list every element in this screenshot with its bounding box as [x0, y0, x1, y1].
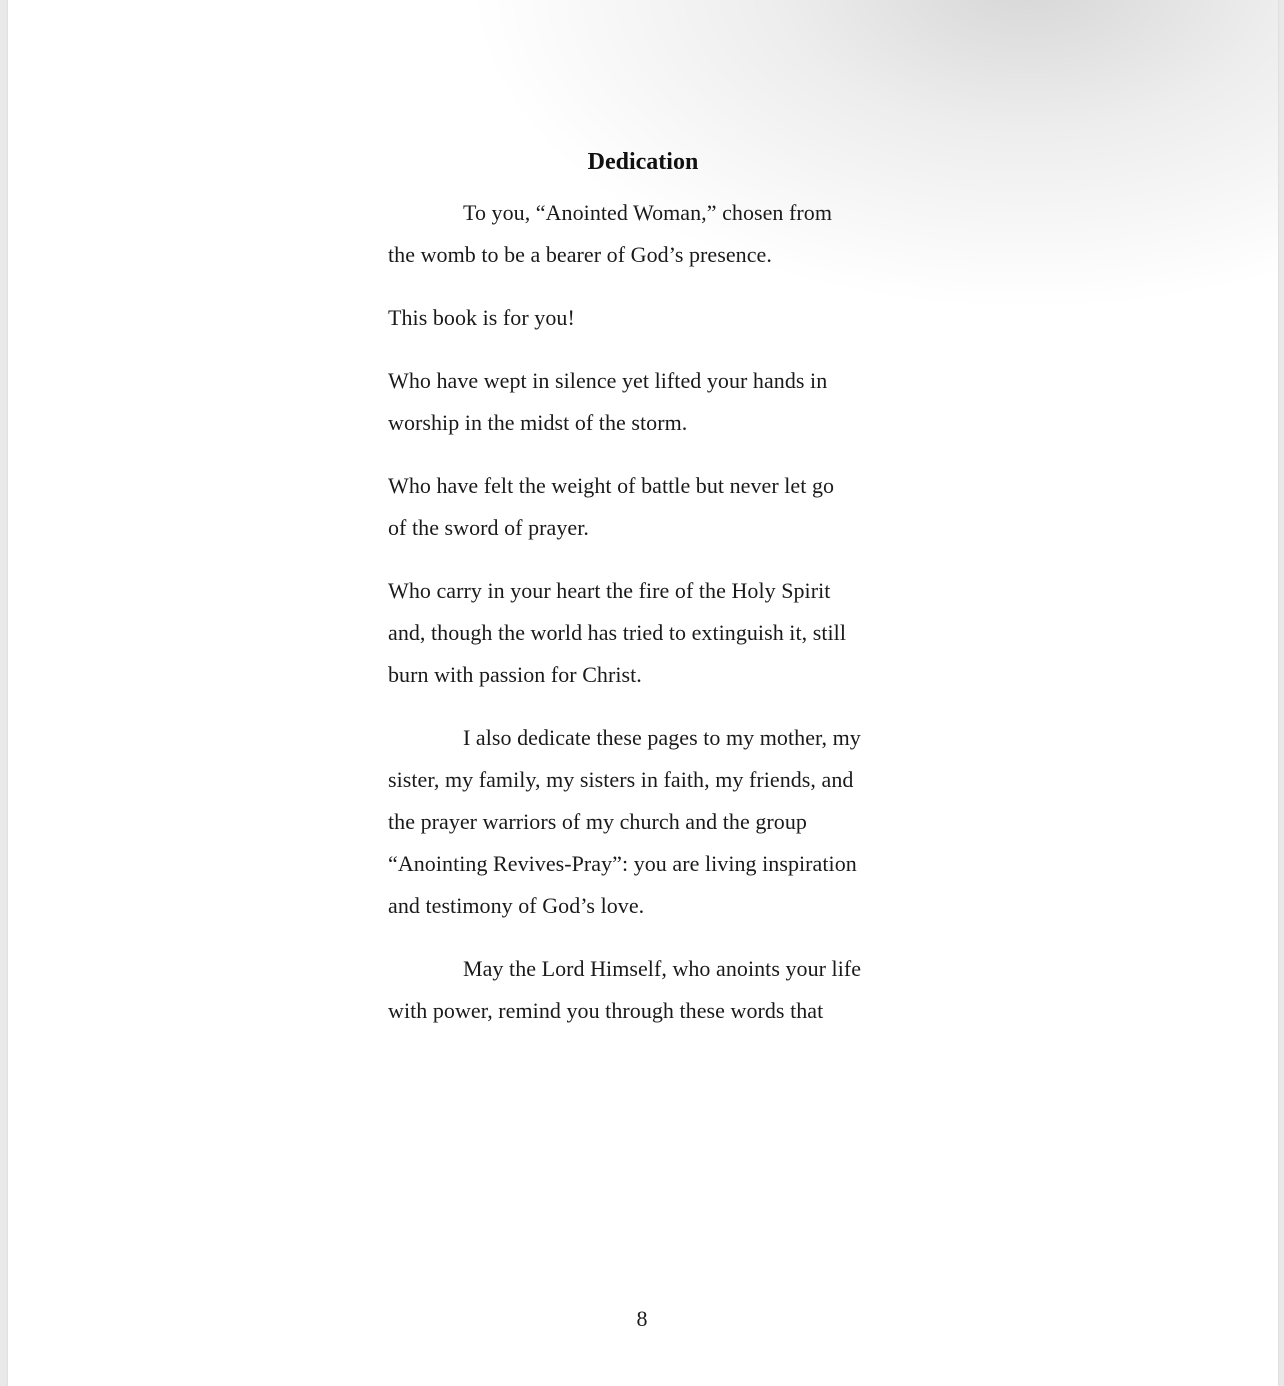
paragraph-7: [388, 948, 918, 1032]
text-line: the prayer warriors of my church and the group: [388, 809, 807, 834]
text-line: sister, my family, my sisters in faith, my friends, and: [388, 767, 854, 792]
text-line: This book is for you!: [388, 305, 575, 330]
text-line: of the sword of prayer.: [388, 515, 589, 540]
text-line: and, though the world has tried to extinguish it, still: [388, 620, 846, 645]
paragraph-1: [388, 192, 918, 276]
text-line: To you, “Anointed Woman,” chosen from: [463, 200, 832, 225]
text-line: and testimony of God’s love.: [388, 893, 645, 918]
page-heading: Dedication: [587, 149, 699, 175]
text-line: “Anointing Revives-Pray”: you are living inspiration: [388, 851, 857, 876]
text-line: the womb to be a bearer of God’s presence.: [388, 242, 772, 267]
book-page: [8, 0, 1278, 1386]
text-line: burn with passion for Christ.: [388, 662, 642, 687]
text-line: I also dedicate these pages to my mother, my: [463, 725, 861, 750]
text-line: with power, remind you through these words that: [388, 998, 824, 1023]
text-line: Who have felt the weight of battle but never let go: [388, 473, 835, 498]
paragraph-2: [388, 297, 918, 339]
text-line: Who have wept in silence yet lifted your hands in: [388, 368, 828, 393]
text-line: Who carry in your heart the fire of the Holy Spirit: [388, 578, 831, 603]
page-number: 8: [636, 1306, 648, 1331]
paragraph-5: [388, 570, 918, 696]
paragraph-6: [388, 717, 918, 927]
paragraph-3: [388, 360, 918, 444]
text-line: worship in the midst of the storm.: [388, 410, 688, 435]
text-line: May the Lord Himself, who anoints your life: [463, 956, 862, 981]
paragraph-4: [388, 465, 918, 549]
dedication-text-block: [388, 147, 918, 1053]
